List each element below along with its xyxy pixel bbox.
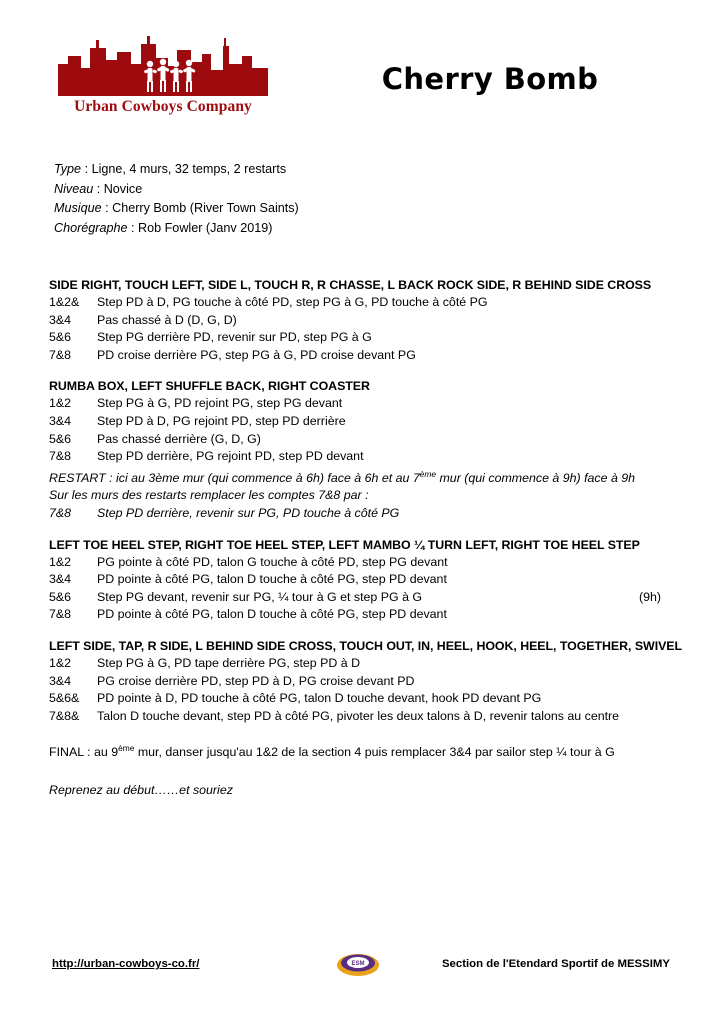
meta-value-niveau: Novice bbox=[103, 181, 143, 196]
step-text: PD croise derrière PG, step PG à G, PD croise devant PG bbox=[97, 347, 416, 362]
step-text: PG croise derrière PD, step PD à D, PG croise devant PD bbox=[97, 673, 415, 688]
step-row bbox=[49, 448, 689, 466]
step-text: Step PG devant, revenir sur PG, ¼ tour à G et step PG à G bbox=[97, 589, 423, 604]
step-row bbox=[49, 395, 689, 413]
meta-row-choregraphe bbox=[54, 219, 674, 239]
meta-value-musique: Cherry Bomb (River Town Saints) bbox=[112, 201, 299, 215]
step-text: Step PD à D, PG rejoint PD, step PD derrière bbox=[97, 413, 346, 428]
document-footer bbox=[0, 952, 724, 986]
step-row bbox=[49, 329, 689, 347]
step-text: Step PD derrière, PG rejoint PD, step PD devant bbox=[97, 449, 364, 464]
step-count: 7&8& bbox=[49, 708, 80, 723]
step-count: 1&2 bbox=[49, 396, 72, 411]
step-text: Step PD à D, PG touche à côté PD, step PG à G, PD touche à côté PG bbox=[97, 295, 488, 309]
dance-steps bbox=[49, 278, 689, 800]
step-count: 3&4 bbox=[49, 673, 72, 688]
step-text: Talon D touche devant, step PD à côté PG, pivoter les deux talons à D, revenir talons au centre bbox=[97, 708, 620, 723]
step-row bbox=[49, 589, 689, 607]
step-row bbox=[49, 571, 689, 589]
page-title: Cherry Bomb bbox=[381, 62, 599, 96]
step-row bbox=[49, 606, 689, 624]
meta-row-musique bbox=[54, 199, 674, 219]
meta-label-musique: Musique bbox=[54, 201, 102, 215]
step-count: 1&2& bbox=[49, 295, 80, 309]
step-count: 3&4 bbox=[49, 312, 72, 327]
meta-row-type bbox=[54, 160, 674, 180]
final-note-sup: ème bbox=[118, 743, 135, 754]
step-row bbox=[49, 690, 689, 708]
step-section-1 bbox=[49, 278, 689, 364]
step-row bbox=[49, 431, 689, 449]
step-count: 7&8 bbox=[49, 506, 72, 521]
section-title: LEFT TOE HEEL STEP, RIGHT TOE HEEL STEP, LEFT MAMBO ¼ TURN LEFT, RIGHT TOE HEEL STEP bbox=[49, 537, 640, 552]
restart-note-sup: ème bbox=[419, 468, 437, 479]
brand-name: Urban Cowboys Company bbox=[74, 98, 252, 115]
meta-label-choregraphe: Chorégraphe bbox=[54, 220, 128, 235]
final-note-part-b: mur, danser jusqu'au 1&2 de la section 4 puis remplacer 3&4 par sailor step ¼ tour à G bbox=[134, 745, 615, 760]
section-title: SIDE RIGHT, TOUCH LEFT, SIDE L, TOUCH R, R CHASSE, L BACK ROCK SIDE, R BEHIND SIDE CROSS bbox=[49, 278, 652, 292]
step-row bbox=[49, 294, 689, 312]
step-text: Step PD derrière, revenir sur PG, PD touche à côté PG bbox=[97, 506, 400, 521]
brand-logo bbox=[48, 34, 278, 116]
step-text: PD pointe à D, PD touche à côté PG, talon D touche devant, hook PD devant PG bbox=[97, 691, 542, 706]
step-count: 5&6 bbox=[49, 330, 72, 345]
restart-note-part-a: RESTART : ici au 3ème mur (qui commence à 6h) face à 6h et au 7 bbox=[49, 470, 420, 485]
step-text: Step PG derrière PD, revenir sur PD, step PG à G bbox=[97, 330, 372, 345]
club-section-label bbox=[442, 958, 670, 970]
restart-note-line-1 bbox=[49, 466, 689, 488]
website-link[interactable]: http://urban-cowboys-co.fr/ bbox=[52, 958, 200, 970]
restart-step-row bbox=[49, 505, 689, 523]
step-count: 5&6 bbox=[49, 589, 72, 604]
step-row bbox=[49, 347, 689, 365]
club-section-prefix: Section de l'Etendard Sportif de bbox=[441, 958, 618, 970]
document-header bbox=[0, 30, 724, 140]
step-row bbox=[49, 413, 689, 431]
city-skyline-icon bbox=[58, 34, 268, 96]
meta-sep-choregraphe: : bbox=[127, 220, 139, 235]
esm-badge-icon bbox=[336, 948, 380, 982]
section-title: LEFT SIDE, TAP, R SIDE, L BEHIND SIDE CROSS, TOUCH OUT, IN, HEEL, HOOK, HEEL, TOGETHER, SWIVEL bbox=[49, 639, 683, 654]
step-count: 5&6 bbox=[49, 431, 72, 446]
final-note-part-a: FINAL : au 9 bbox=[49, 745, 119, 760]
wall-direction-note: (9h) bbox=[638, 589, 661, 604]
step-row bbox=[49, 312, 689, 330]
club-city: MESSIMY bbox=[617, 958, 670, 970]
step-count: 7&8 bbox=[49, 449, 72, 464]
step-text: PD pointe à côté PG, talon D touche à côté PG, step PD devant bbox=[97, 572, 447, 587]
step-text: PD pointe à côté PG, talon D touche à côté PG, step PD devant bbox=[97, 607, 447, 622]
meta-label-type: Type bbox=[54, 162, 82, 176]
step-text: PG pointe à côté PD, talon G touche à côté PD, step PG devant bbox=[97, 554, 448, 569]
step-count: 3&4 bbox=[49, 572, 72, 587]
step-row bbox=[49, 554, 689, 572]
step-text: Step PG à G, PD rejoint PG, step PG devant bbox=[97, 396, 343, 411]
dance-meta bbox=[54, 160, 674, 238]
step-section-2 bbox=[49, 379, 689, 522]
closing-note: Reprenez au début……et souriez bbox=[49, 783, 233, 798]
meta-value-type: Ligne, 4 murs, 32 temps, 2 restarts bbox=[91, 162, 287, 176]
meta-sep-type: : bbox=[81, 162, 92, 176]
step-count: 7&8 bbox=[49, 347, 72, 362]
meta-value-choregraphe: Rob Fowler (Janv 2019) bbox=[138, 220, 273, 235]
step-row bbox=[49, 708, 689, 726]
step-row bbox=[49, 673, 689, 691]
step-text: Pas chassé à D (D, G, D) bbox=[97, 312, 237, 327]
restart-note-line-2: Sur les murs des restarts remplacer les comptes 7&8 par : bbox=[49, 488, 369, 503]
meta-row-niveau bbox=[54, 180, 674, 200]
step-text: Step PG à G, PD tape derrière PG, step PD à D bbox=[97, 656, 361, 671]
step-count: 3&4 bbox=[49, 413, 72, 428]
meta-sep-niveau: : bbox=[93, 181, 104, 196]
final-note bbox=[49, 740, 689, 762]
meta-sep-musique: : bbox=[101, 201, 113, 215]
svg-text:ESM: ESM bbox=[351, 961, 365, 967]
step-count: 1&2 bbox=[49, 656, 72, 671]
step-section-4 bbox=[49, 639, 689, 725]
restart-note-part-b: mur (qui commence à 9h) face à 9h bbox=[436, 470, 636, 485]
step-section-3 bbox=[49, 538, 689, 624]
step-count: 1&2 bbox=[49, 554, 72, 569]
section-title: RUMBA BOX, LEFT SHUFFLE BACK, RIGHT COASTER bbox=[49, 379, 370, 394]
step-text: Pas chassé derrière (G, D, G) bbox=[97, 431, 261, 446]
step-row bbox=[49, 655, 689, 673]
meta-label-niveau: Niveau bbox=[54, 181, 94, 196]
step-count: 5&6& bbox=[49, 691, 80, 706]
step-count: 7&8 bbox=[49, 607, 72, 622]
